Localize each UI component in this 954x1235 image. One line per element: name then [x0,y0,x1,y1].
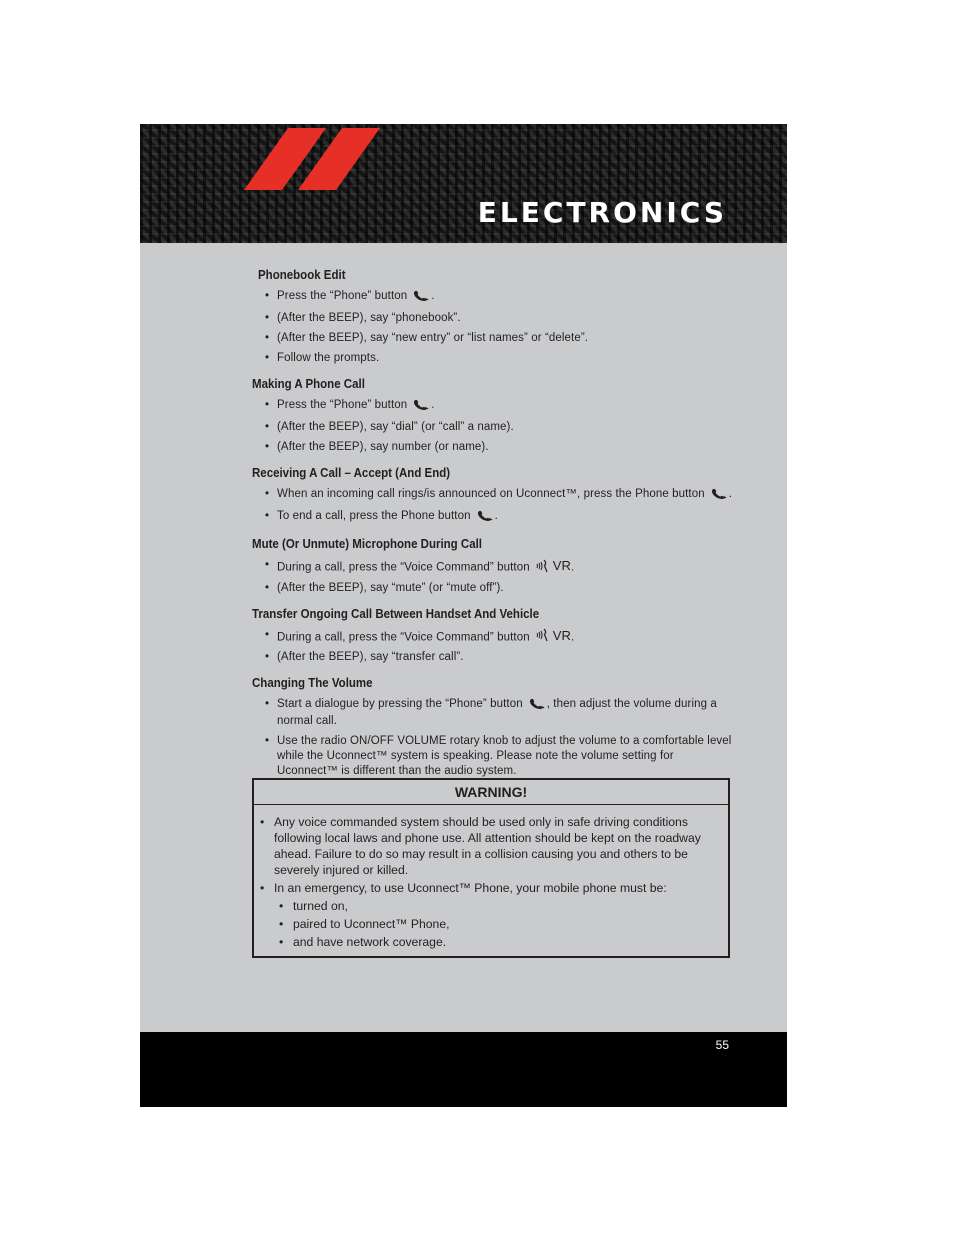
list-item-text: (After the BEEP), say number (or name). [277,441,489,453]
voice-command-label: VR [552,627,571,643]
list-item [265,734,732,779]
voice-command-icon [536,558,571,573]
list-item-text: (After the BEEP), say “dial” (or “call” a name). [277,421,514,433]
list-item [265,398,732,415]
list-item-text: (After the BEEP), say “transfer call”. [277,651,464,663]
section-heading: Phonebook Edit [258,268,346,282]
bullet-list [252,487,732,526]
list-item [265,440,732,455]
brand-stripes-logo [244,128,384,192]
list-item-text-after: . [431,290,435,302]
list-item-text-after: . [728,488,732,500]
bullet-list [252,558,732,596]
section-heading: Mute (Or Unmute) Microphone During Call [252,537,482,551]
bullet-list [252,289,732,366]
list-item-text-after: . [570,561,575,574]
list-item-text: (After the BEEP), say “mute” (or “mute off”). [277,581,504,594]
list-item-text: Press the “Phone” button [277,399,408,411]
list-item [265,289,732,306]
list-item-text: Follow the prompts. [277,352,380,364]
list-item [265,311,732,326]
page-number: 55 [715,1038,729,1052]
list-item-text: Press the “Phone” button [277,290,408,302]
list-item [265,650,732,665]
list-item [265,697,732,729]
list-item-text: During a call, press the “Voice Command” button [277,561,530,574]
list-item-text: Start a dialogue by pressing the “Phone” button [277,698,523,710]
bullet-list [252,398,732,455]
list-item-text: (After the BEEP), say “phonebook”. [277,312,461,324]
list-item [265,331,732,346]
warning-item-text: In an emergency, to use Uconnect™ Phone, your mobile phone must be: [274,881,667,895]
page-title: ELECTRONICS [477,196,727,229]
list-item [265,351,732,366]
warning-subitem: • and have network coverage. [279,934,718,950]
bullet-list [252,697,732,779]
list-item [265,509,732,526]
page-footer [140,1032,787,1107]
list-item [265,487,732,504]
warning-box [252,778,730,958]
voice-command-icon [536,628,571,643]
warning-subitem: • paired to Uconnect™ Phone, [279,916,718,932]
section-heading: Making A Phone Call [252,377,365,391]
phone-icon [413,399,429,415]
list-item-text: During a call, press the “Voice Command” button [277,631,530,643]
section-heading: Transfer Ongoing Call Between Handset And Vehicle [252,606,540,621]
warning-item: • Any voice commanded system should be used only in safe driving conditions following local laws and phone use. All attention should be kept on the roadway ahead. Failure to do so may result in a collision causing you and others to be severely injured or killed. [260,814,718,878]
list-item-text-after: . [570,631,575,643]
list-item-text-after: . [431,399,435,411]
list-item-text-after: . [494,510,498,522]
list-item-text: (After the BEEP), say “new entry” or “list names” or “delete”. [277,332,589,344]
content-area [252,268,732,784]
warning-sublist [274,898,718,950]
list-item-text: To end a call, press the Phone button [277,510,471,522]
phone-icon [529,698,545,714]
warning-item [260,880,718,950]
list-item [265,558,732,576]
phone-icon [711,488,727,504]
warning-body [254,805,728,950]
list-item-text-after: , then adjust the volume during a normal call. [277,698,717,727]
manual-page [140,124,787,1107]
section-heading: Changing The Volume [252,676,373,690]
bullet-list [252,628,732,666]
phone-icon [477,510,493,526]
list-item-text: When an incoming call rings/is announced on Uconnect™, press the Phone button [277,488,705,500]
warning-subitem: • turned on, [279,898,718,914]
list-item-text: Use the radio ON/OFF VOLUME rotary knob to adjust the volume to a comfortable level while the Uconnect™ system is speaking. Please note the volume setting for Uconnect™ is different than the audio system. [277,735,732,777]
phone-icon [413,290,429,306]
list-item [265,420,732,435]
section-header-banner [140,124,787,243]
warning-title: WARNING! [254,780,728,805]
list-item [265,628,732,646]
section-heading: Receiving A Call – Accept (And End) [252,466,451,480]
list-item [265,581,732,596]
voice-command-label: VR [552,558,571,573]
